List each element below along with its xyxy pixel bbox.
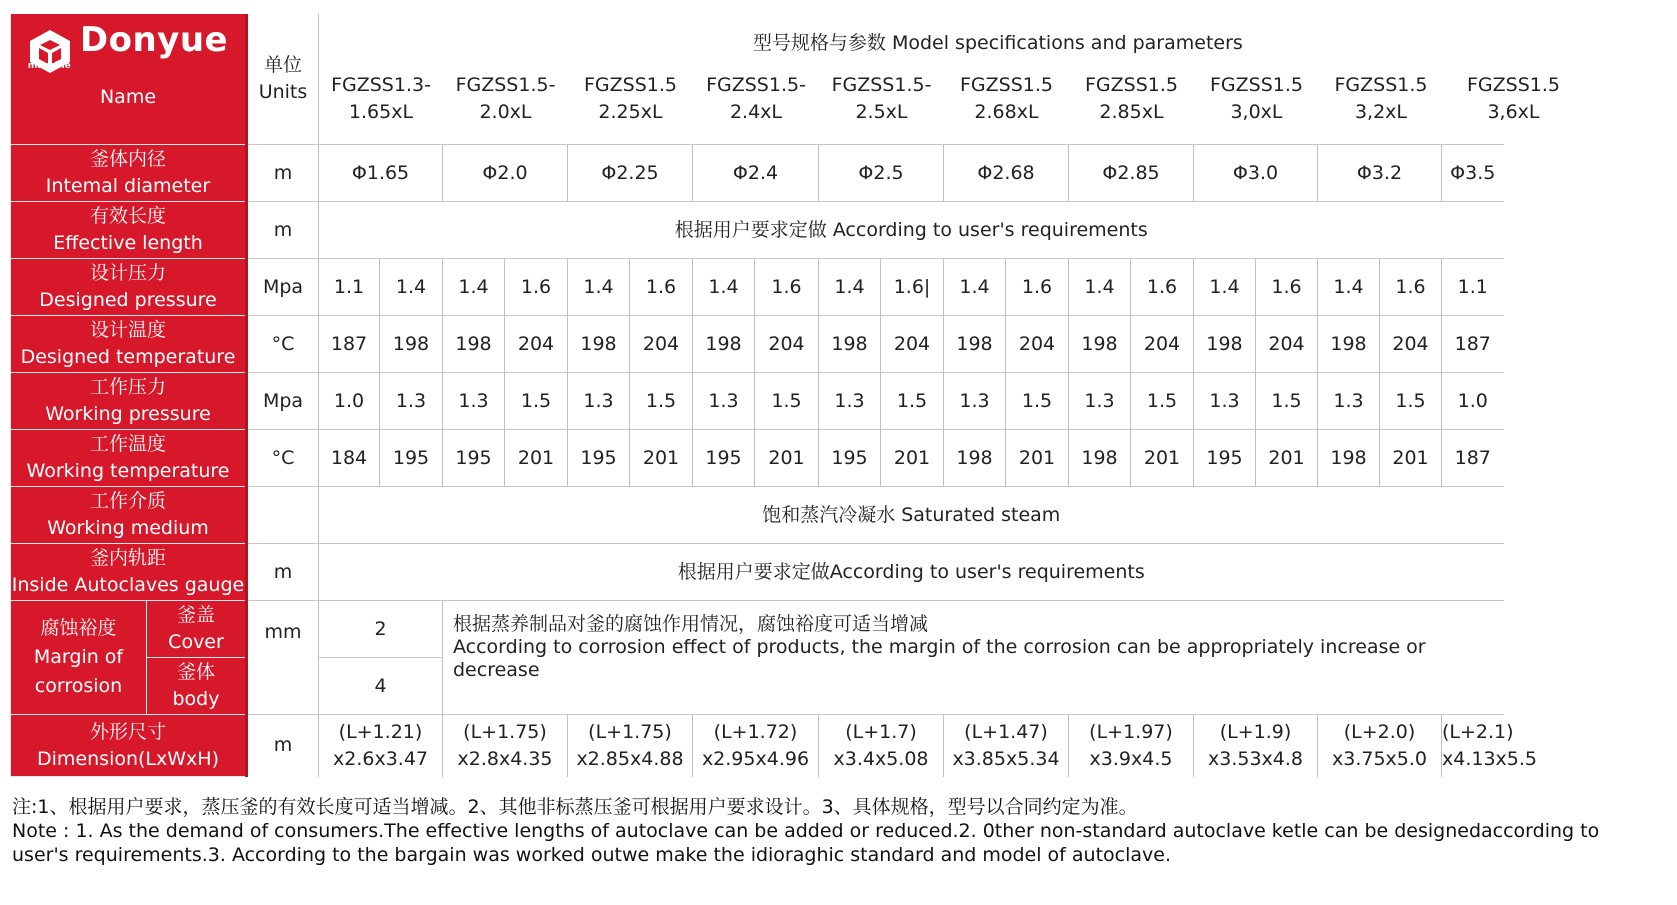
value-cell: 187 [1442,316,1504,373]
value-cell: Φ3.2 [1318,145,1442,202]
value-cell: 201 [1131,430,1194,487]
value-cell: 204 [1380,316,1442,373]
value-cell: 1.3 [693,373,755,430]
value-cell: 1.4 [380,259,443,316]
value-cell: 1.3 [568,373,630,430]
row-label: 釜体内径 Intemal diameter [11,145,247,202]
value-cell: 1.6 [630,259,693,316]
row-label: 设计压力 Designed pressure [11,259,247,316]
footnote-cn: 注:1、根据用户要求，蒸压釜的有效长度可适当增减。2、其他非标蒸压釜可根据用户要求设计。3、具体规格，型号以合同约定为准。 [12,796,1138,818]
value-cell: Φ3.0 [1194,145,1318,202]
value-cell: 1.5 [505,373,568,430]
value-cell: 204 [630,316,693,373]
value-cell: (L+1.9) x3.53x4.8 [1194,715,1318,777]
value-cell: 1.5 [1131,373,1194,430]
value-cell: 198 [443,316,505,373]
units-header [247,14,319,145]
name-header [11,14,247,145]
models-header [319,14,1677,145]
value-cell: Φ1.65 [319,145,443,202]
value-cell: (L+1.47) x3.85x5.34 [944,715,1069,777]
model-name: FGZSS1.5 2.68xL [959,74,1053,123]
value-cell: 1.4 [568,259,630,316]
value-cell: 1.4 [1194,259,1256,316]
value-cell: 204 [1131,316,1194,373]
spec-sheet [10,14,1613,804]
value-cell: 1.6 [1131,259,1194,316]
value-cell: 1.4 [1069,259,1131,316]
row-designed-pressure [11,259,1677,316]
value-cell: 1.3 [1194,373,1256,430]
value-cell: Φ2.0 [443,145,568,202]
value-span: 根据用户要求定做According to user's requirements [319,544,1504,601]
value-cell: 1.3 [380,373,443,430]
value-cell: 1.6 [755,259,819,316]
value-cell: 198 [1318,430,1380,487]
value-cell: 201 [1256,430,1318,487]
row-effective-length [11,202,1677,259]
row-label: 有效长度 Effective length [11,202,247,259]
value-cell: (L+1.21) x2.6x3.47 [319,715,443,777]
value-cell: 201 [1380,430,1442,487]
footnote-en: Note : 1. As the demand of consumers.The effective lengths of autoclave can be added or reduced.2. 0ther non-standard autoclave ketle can be designedaccording to user's requirements.3. According to the bargain was worked outwe make the idioraghic standard and model of autoclave. [12,820,1600,866]
row-working-pressure [11,373,1677,430]
value-cell: 1.3 [944,373,1006,430]
corrosion-body-label: 釜体 body [147,658,247,715]
value-cell: (L+1.75) x2.85x4.88 [568,715,693,777]
value-cell: 204 [881,316,944,373]
value-cell: 4 [319,658,443,715]
value-cell: 204 [1256,316,1318,373]
spec-table [10,14,1677,777]
unit-cell: Mpa [247,373,319,430]
row-designed-temperature [11,316,1677,373]
value-cell: 204 [505,316,568,373]
value-cell: 198 [1194,316,1256,373]
value-cell: 198 [944,430,1006,487]
value-cell: Φ3.5 [1442,145,1504,202]
value-span: 根据用户要求定做 According to user's requirements [319,202,1504,259]
value-cell: 1.3 [819,373,881,430]
logo-subtext: machine [27,61,71,71]
model-name: FGZSS1.3- 1.65xL [331,74,431,123]
value-cell: 198 [568,316,630,373]
value-cell: 201 [755,430,819,487]
value-cell: 1.4 [944,259,1006,316]
model-name: FGZSS1.5 3,2xL [1334,74,1428,123]
value-cell: 195 [568,430,630,487]
value-cell: (L+1.75) x2.8x4.35 [443,715,568,777]
value-cell: 198 [380,316,443,373]
value-cell: 1.3 [1069,373,1131,430]
value-cell: 195 [380,430,443,487]
units-label-en: Units [258,81,308,103]
value-cell: 195 [819,430,881,487]
row-corrosion-cover [11,601,1677,658]
value-cell: 1.1 [1442,259,1504,316]
value-cell: 1.4 [443,259,505,316]
units-label-cn: 单位 [263,54,302,76]
value-cell: 201 [1006,430,1069,487]
row-label: 工作温度 Working temperature [11,430,247,487]
value-cell: 1.0 [1442,373,1504,430]
value-cell: 1.6 [1256,259,1318,316]
value-cell: (L+1.97) x3.9x4.5 [1069,715,1194,777]
row-internal-diameter [11,145,1677,202]
row-label: 釜内轨距 Inside Autoclaves gauge [11,544,247,601]
value-cell: 1.4 [1318,259,1380,316]
value-cell: 198 [944,316,1006,373]
value-span: 饱和蒸汽冷凝水 Saturated steam [319,487,1504,544]
corrosion-note: 根据蒸养制品对釜的腐蚀作用情况，腐蚀裕度可适当增减 According to corrosion effect of products, the margin of the corrosion can be appropriately increase or decrease [443,601,1504,715]
value-cell: 195 [443,430,505,487]
model-name: FGZSS1.5- 2.4xL [706,74,806,123]
value-cell: 198 [1069,316,1131,373]
unit-cell: °C [247,430,319,487]
value-cell: 1.4 [693,259,755,316]
value-cell: 187 [1442,430,1504,487]
value-cell: 1.5 [1006,373,1069,430]
unit-cell: mm [247,601,319,715]
value-cell: 1.3 [443,373,505,430]
value-cell: 201 [881,430,944,487]
value-cell: 184 [319,430,380,487]
value-cell: 1.6 [1006,259,1069,316]
value-cell: 1.0 [319,373,380,430]
value-cell: Φ2.5 [819,145,944,202]
row-label: 工作介质 Working medium [11,487,247,544]
unit-cell: m [247,715,319,777]
row-dimension [11,715,1677,777]
model-name: FGZSS1.5 3,6xL [1466,74,1560,123]
value-cell: Φ2.25 [568,145,693,202]
value-cell: (L+1.72) x2.95x4.96 [693,715,819,777]
row-autoclave-gauge [11,544,1677,601]
value-cell: 201 [630,430,693,487]
row-label: 工作压力 Working pressure [11,373,247,430]
value-cell: 198 [1069,430,1131,487]
row-working-temperature [11,430,1677,487]
value-cell: Φ2.85 [1069,145,1194,202]
unit-cell: m [247,202,319,259]
row-label: 外形尺寸 Dimension(LxWxH) [11,715,247,777]
value-cell: 1.5 [1380,373,1442,430]
model-name: FGZSS1.5 3,0xL [1209,74,1303,123]
footnote [12,795,1612,867]
logo-text: Donyue [79,20,229,60]
unit-cell [247,487,319,544]
value-cell: (L+2.0) x3.75x5.0 [1318,715,1442,777]
value-cell: 1.6 [505,259,568,316]
value-cell: 201 [505,430,568,487]
corrosion-cover-label: 釜盖 Cover [147,601,247,658]
value-cell: 195 [1194,430,1256,487]
value-cell: 1.5 [881,373,944,430]
value-cell: 204 [755,316,819,373]
model-list [319,72,1677,144]
value-cell: 187 [319,316,380,373]
value-cell: (L+2.1) x4.13x5.5 [1442,715,1504,777]
value-cell: 1.6| [881,259,944,316]
value-cell: 2 [319,601,443,658]
value-cell: 1.4 [819,259,881,316]
value-cell: 198 [693,316,755,373]
value-cell: (L+1.7) x3.4x5.08 [819,715,944,777]
brand-logo [11,20,245,76]
value-cell: 204 [1006,316,1069,373]
name-label: Name [99,86,157,108]
corrosion-label: 腐蚀裕度 Margin of corrosion [11,601,147,715]
unit-cell: m [247,544,319,601]
model-name: FGZSS1.5- 2.5xL [831,74,932,123]
value-cell: 1.5 [630,373,693,430]
unit-cell: Mpa [247,259,319,316]
model-name: FGZSS1.5 2.25xL [583,74,677,123]
value-cell: 1.1 [319,259,380,316]
table-title: 型号规格与参数 Model specifications and parameters [752,32,1243,54]
unit-cell: m [247,145,319,202]
value-cell: 1.6 [1380,259,1442,316]
value-cell: Φ2.4 [693,145,819,202]
value-cell: 195 [693,430,755,487]
value-cell: 198 [819,316,881,373]
value-cell: 1.5 [755,373,819,430]
value-cell: Φ2.68 [944,145,1069,202]
value-cell: 1.5 [1256,373,1318,430]
row-working-medium [11,487,1677,544]
unit-cell: °C [247,316,319,373]
value-cell: 198 [1318,316,1380,373]
value-cell: 1.3 [1318,373,1380,430]
model-name: FGZSS1.5 2.85xL [1084,74,1178,123]
row-label: 设计温度 Designed temperature [11,316,247,373]
model-name: FGZSS1.5- 2.0xL [455,74,556,123]
